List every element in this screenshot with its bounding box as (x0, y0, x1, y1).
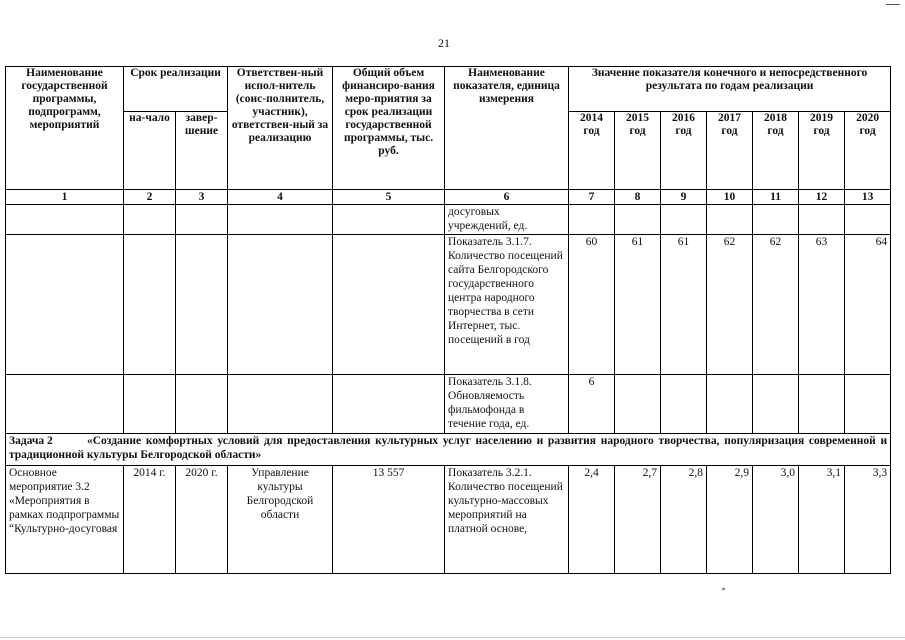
value-2014: 2,4 (569, 466, 615, 574)
value-2014: 60 (569, 235, 615, 375)
task-label: Задача 2 (9, 435, 53, 447)
column-number: 12 (799, 190, 845, 205)
value-2015: 2,7 (615, 466, 661, 574)
task-cell (6, 434, 891, 466)
value-2014: 6 (569, 375, 615, 434)
header-values-by-year: Значение показателя конечного и непосредственного результата по годам реализации (569, 67, 891, 112)
header-year-2015: 2015 год (615, 112, 661, 190)
header-year-2014: 2014 год (569, 112, 615, 190)
column-number: 8 (615, 190, 661, 205)
page-bottom-edge (0, 637, 905, 638)
value-2019: 63 (799, 235, 845, 375)
value-2020: 64 (845, 235, 891, 375)
value-2018 (753, 375, 799, 434)
value-2019: 3,1 (799, 466, 845, 574)
indicator-cell: Показатель 3.2.1. Количество посещений культурно-массовых мероприятий на платной основе, (445, 466, 569, 574)
indicator-cell: Показатель 3.1.8. Обновляемость фильмофонда в течение года, ед. (445, 375, 569, 434)
column-number: 6 (445, 190, 569, 205)
table-row (6, 235, 891, 375)
header-funding: Общий объем финансиро-вания меро-приятия за срок реализации государственной программы, тыс. руб. (333, 67, 445, 190)
value-2016 (661, 375, 707, 434)
header-year-2018: 2018 год (753, 112, 799, 190)
activity-name-cell: Основное мероприятие 3.2 «Мероприятия в рамках подпрограммы “Культурно-досуговая (6, 466, 124, 574)
value-2018: 62 (753, 235, 799, 375)
column-number: 10 (707, 190, 753, 205)
column-number: 2 (124, 190, 176, 205)
table-row (6, 375, 891, 434)
table-row (6, 205, 891, 235)
header-term-start: на-чало (124, 112, 176, 190)
value-2015 (615, 375, 661, 434)
value-2020: 3,3 (845, 466, 891, 574)
header-term: Срок реализации (124, 67, 228, 112)
stray-scan-mark (722, 587, 726, 590)
header-indicator: Наименование показателя, единица измерения (445, 67, 569, 190)
column-number: 13 (845, 190, 891, 205)
column-number: 1 (6, 190, 124, 205)
header-year-2017: 2017 год (707, 112, 753, 190)
table-row (6, 466, 891, 574)
column-number: 5 (333, 190, 445, 205)
value-2017 (707, 375, 753, 434)
value-2016: 61 (661, 235, 707, 375)
value-2017: 2,9 (707, 466, 753, 574)
value-2019 (799, 375, 845, 434)
value-2020 (845, 375, 891, 434)
header-year-2020: 2020 год (845, 112, 891, 190)
indicator-cell: Показатель 3.1.7. Количество посещений сайта Белгородского государственного центра народного творчества в сети Интернет, тыс. посещений в год (445, 235, 569, 375)
task-row (6, 434, 891, 466)
header-term-end: завер-шение (176, 112, 228, 190)
header-year-2019: 2019 год (799, 112, 845, 190)
column-number: 3 (176, 190, 228, 205)
column-numbers-row (6, 190, 891, 205)
executor-cell: Управление культуры Белгородской области (228, 466, 333, 574)
value-2015: 61 (615, 235, 661, 375)
value-2017: 62 (707, 235, 753, 375)
indicator-cell: досуговых учреждений, ед. (445, 205, 569, 235)
value-2018: 3,0 (753, 466, 799, 574)
task-text: «Создание комфортных условий для предоставления культурных услуг населению и развития народного творчества, популяризация современной и традиционной культуры Белгородской области» (9, 435, 888, 461)
column-number: 9 (661, 190, 707, 205)
column-number: 11 (753, 190, 799, 205)
funding-cell: 13 557 (333, 466, 445, 574)
term-end-cell: 2020 г. (176, 466, 228, 574)
term-start-cell: 2014 г. (124, 466, 176, 574)
column-number: 4 (228, 190, 333, 205)
header-executor: Ответствен-ный испол-нитель (соис-полнитель, участник), ответствен-ный за реализацию (228, 67, 333, 190)
program-indicators-table (5, 66, 891, 574)
header-year-2016: 2016 год (661, 112, 707, 190)
column-number: 7 (569, 190, 615, 205)
page-number: 21 (438, 36, 450, 50)
header-program-name: Наименование государственной программы, подпрограмм, мероприятий (6, 67, 124, 190)
value-2016: 2,8 (661, 466, 707, 574)
corner-scan-mark (886, 4, 900, 5)
